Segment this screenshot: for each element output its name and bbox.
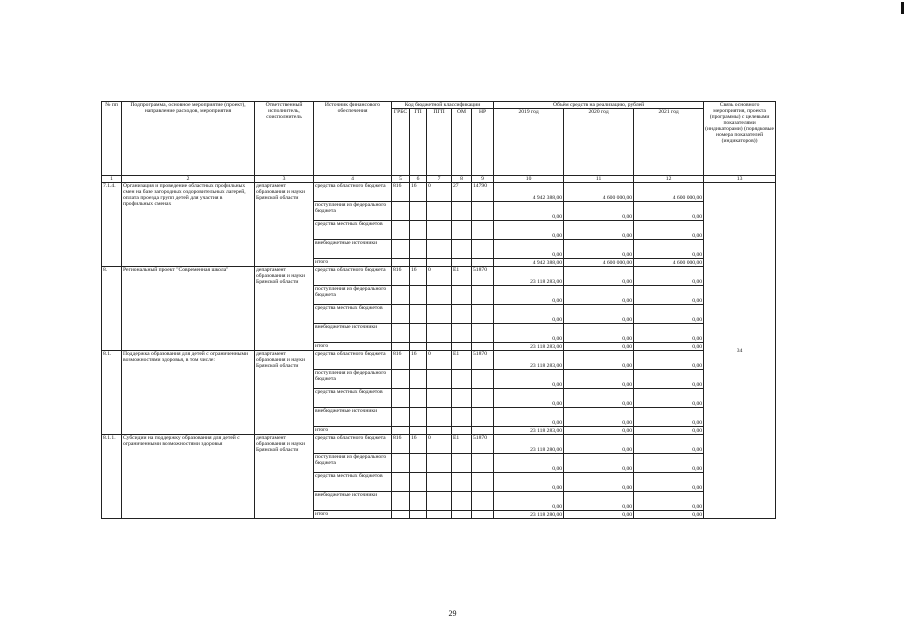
funding-source: внебюджетные источники: [314, 324, 392, 343]
funding-source: средства местных бюджетов: [314, 305, 392, 324]
budget-code-cell: [392, 370, 410, 389]
amount-cell: 0,00: [564, 473, 634, 492]
amount-cell: 0,00: [634, 267, 704, 286]
header-year-2021: 2021 год: [634, 109, 704, 176]
amount-cell: 0,00: [564, 427, 634, 435]
budget-code-cell: [392, 473, 410, 492]
amount-cell: 4 600 000,00: [634, 259, 704, 267]
budget-code-cell: [392, 389, 410, 408]
amount-cell: 0,00: [494, 240, 564, 259]
item-number: 8.1.: [102, 351, 122, 435]
amount-cell: 0,00: [564, 202, 634, 221]
funding-source: итого: [314, 511, 392, 519]
funding-source: итого: [314, 343, 392, 351]
amount-cell: 0,00: [634, 305, 704, 324]
budget-code-cell: [410, 511, 427, 519]
budget-code-cell: [472, 511, 494, 519]
budget-code-cell: [472, 259, 494, 267]
budget-code-cell: [410, 221, 427, 240]
budget-code-cell: [452, 221, 472, 240]
column-number: 8: [452, 176, 472, 183]
amount-cell: 23 118 283,00: [494, 343, 564, 351]
funding-source: средства областного бюджета: [314, 183, 392, 202]
indicator-link-value: 34: [736, 347, 743, 354]
budget-code-cell: [410, 343, 427, 351]
budget-code-cell: [452, 259, 472, 267]
amount-cell: 0,00: [634, 370, 704, 389]
budget-code-cell: 0: [427, 435, 452, 454]
amount-cell: 23 118 280,00: [494, 511, 564, 519]
scan-edge-mark: [901, 2, 904, 14]
header-code-gp: ГП: [410, 109, 427, 176]
amount-cell: 0,00: [564, 324, 634, 343]
budget-code-cell: [392, 324, 410, 343]
budget-code-cell: [452, 240, 472, 259]
budget-code-cell: 51870: [472, 351, 494, 370]
budget-code-cell: 16: [410, 183, 427, 202]
budget-table: [101, 101, 776, 519]
amount-cell: 4 600 000,00: [634, 183, 704, 202]
budget-code-cell: [410, 370, 427, 389]
amount-cell: 0,00: [634, 286, 704, 305]
budget-code-cell: 816: [392, 435, 410, 454]
amount-cell: 0,00: [494, 221, 564, 240]
column-number: 1: [102, 176, 122, 183]
amount-cell: 0,00: [564, 492, 634, 511]
budget-code-cell: [472, 202, 494, 221]
amount-cell: 0,00: [494, 202, 564, 221]
budget-code-cell: [392, 492, 410, 511]
budget-code-cell: [410, 286, 427, 305]
amount-cell: 4 942 388,00: [494, 183, 564, 202]
funding-source: поступления из федерального бюджета: [314, 286, 392, 305]
funding-source: поступления из федерального бюджета: [314, 454, 392, 473]
budget-code-cell: 51870: [472, 267, 494, 286]
table-row: [102, 435, 776, 454]
amount-cell: 0,00: [564, 454, 634, 473]
indicator-link-cell: [704, 183, 776, 519]
table-row: [102, 183, 776, 202]
budget-code-cell: [410, 427, 427, 435]
budget-code-cell: [427, 427, 452, 435]
funding-source: средства местных бюджетов: [314, 389, 392, 408]
budget-code-cell: [472, 305, 494, 324]
amount-cell: 0,00: [564, 343, 634, 351]
column-number: 5: [392, 176, 410, 183]
budget-code-cell: [392, 408, 410, 427]
column-number: 6: [410, 176, 427, 183]
funding-source: внебюджетные источники: [314, 240, 392, 259]
budget-code-cell: [452, 202, 472, 221]
item-name: Субсидии на поддержку образования для детей с ограниченными возможностями здоровья: [122, 435, 255, 519]
header-year-2019: 2019 год: [494, 109, 564, 176]
budget-code-cell: [452, 454, 472, 473]
header-code-nr: НР: [472, 109, 494, 176]
amount-cell: 0,00: [634, 202, 704, 221]
item-name: Поддержка образования для детей с ограниченными возможностями здоровья, в том числе:: [122, 351, 255, 435]
column-number: 10: [494, 176, 564, 183]
budget-code-cell: 816: [392, 183, 410, 202]
budget-code-cell: [427, 324, 452, 343]
header-year-2020: 2020 год: [564, 109, 634, 176]
funding-source: внебюджетные источники: [314, 408, 392, 427]
funding-source: средства областного бюджета: [314, 435, 392, 454]
budget-code-cell: 14790: [472, 183, 494, 202]
amount-cell: 0,00: [634, 240, 704, 259]
funding-source: средства местных бюджетов: [314, 221, 392, 240]
amount-cell: 0,00: [634, 343, 704, 351]
budget-code-cell: [410, 324, 427, 343]
item-executor: департамент образования и науки Брянской области: [255, 351, 314, 435]
amount-cell: 0,00: [564, 511, 634, 519]
budget-code-cell: [427, 511, 452, 519]
budget-code-cell: 16: [410, 351, 427, 370]
budget-code-cell: [452, 343, 472, 351]
amount-cell: 0,00: [634, 324, 704, 343]
budget-code-cell: [410, 240, 427, 259]
amount-cell: 23 118 283,00: [494, 351, 564, 370]
amount-cell: 0,00: [494, 305, 564, 324]
budget-code-cell: [427, 343, 452, 351]
amount-cell: 0,00: [564, 389, 634, 408]
budget-code-cell: [427, 221, 452, 240]
budget-code-cell: [392, 240, 410, 259]
budget-code-cell: [472, 408, 494, 427]
column-number: 7: [427, 176, 452, 183]
budget-code-cell: [472, 427, 494, 435]
amount-cell: 0,00: [634, 351, 704, 370]
header-no: № пп: [102, 102, 122, 176]
budget-code-cell: [452, 473, 472, 492]
amount-cell: 0,00: [564, 267, 634, 286]
amount-cell: 0,00: [634, 221, 704, 240]
item-executor: департамент образования и науки Брянской области: [255, 183, 314, 267]
header-code-grbs: ГРБС: [392, 109, 410, 176]
budget-code-cell: [427, 492, 452, 511]
column-number: 11: [564, 176, 634, 183]
budget-code-cell: [452, 511, 472, 519]
budget-code-cell: [427, 202, 452, 221]
budget-code-cell: [472, 389, 494, 408]
budget-code-cell: [427, 473, 452, 492]
budget-code-cell: [452, 370, 472, 389]
amount-cell: 0,00: [494, 473, 564, 492]
amount-cell: 0,00: [494, 324, 564, 343]
item-name: Организация и проведение областных профильных смен на базе загородных оздоровительных лагерей, оплата проезда групп детей для участия в профильных сменах: [122, 183, 255, 267]
column-number: 4: [314, 176, 392, 183]
budget-code-cell: [427, 454, 452, 473]
header-executor: Ответственный исполнитель, соисполнитель: [255, 102, 314, 176]
page-number: 29: [448, 609, 457, 618]
funding-source: внебюджетные источники: [314, 492, 392, 511]
budget-code-cell: [392, 305, 410, 324]
amount-cell: 0,00: [564, 435, 634, 454]
budget-code-cell: [427, 259, 452, 267]
budget-code-cell: 0: [427, 351, 452, 370]
budget-code-cell: [410, 492, 427, 511]
column-numbers-row: [102, 176, 776, 183]
budget-code-cell: [410, 454, 427, 473]
budget-code-cell: [392, 202, 410, 221]
budget-code-cell: [452, 408, 472, 427]
item-number: 8.1.1.: [102, 435, 122, 519]
amount-cell: 0,00: [564, 351, 634, 370]
budget-sections: [102, 183, 776, 519]
budget-code-cell: 0: [427, 267, 452, 286]
item-executor: департамент образования и науки Брянской области: [255, 435, 314, 519]
amount-cell: 0,00: [634, 389, 704, 408]
budget-code-cell: [472, 343, 494, 351]
budget-code-cell: E1: [452, 351, 472, 370]
item-executor: департамент образования и науки Брянской области: [255, 267, 314, 351]
budget-code-cell: 27: [452, 183, 472, 202]
funding-source: итого: [314, 427, 392, 435]
header-amounts-group: Объём средств на реализацию, рублей: [494, 102, 704, 109]
budget-code-cell: [427, 389, 452, 408]
budget-code-cell: [392, 286, 410, 305]
budget-code-cell: [452, 286, 472, 305]
amount-cell: 0,00: [494, 370, 564, 389]
budget-code-cell: [410, 259, 427, 267]
budget-code-cell: [392, 343, 410, 351]
column-number: 3: [255, 176, 314, 183]
budget-code-cell: [427, 370, 452, 389]
budget-code-cell: 816: [392, 351, 410, 370]
amount-cell: 0,00: [564, 240, 634, 259]
column-number: 13: [704, 176, 776, 183]
budget-code-cell: E1: [452, 435, 472, 454]
header-code-om: ОМ: [452, 109, 472, 176]
item-number: 7.1.4.: [102, 183, 122, 267]
budget-code-cell: [472, 324, 494, 343]
funding-source: поступления из федерального бюджета: [314, 370, 392, 389]
funding-source: средства областного бюджета: [314, 267, 392, 286]
budget-code-cell: E1: [452, 267, 472, 286]
header-codes-group: Код бюджетной классификации: [392, 102, 494, 109]
amount-cell: 23 118 280,00: [494, 435, 564, 454]
budget-code-cell: [427, 240, 452, 259]
budget-code-cell: 16: [410, 435, 427, 454]
amount-cell: 0,00: [634, 435, 704, 454]
budget-code-cell: [392, 511, 410, 519]
amount-cell: 0,00: [564, 221, 634, 240]
budget-code-cell: [472, 492, 494, 511]
budget-code-cell: [392, 427, 410, 435]
amount-cell: 23 118 283,00: [494, 427, 564, 435]
amount-cell: 0,00: [634, 511, 704, 519]
budget-code-cell: [472, 370, 494, 389]
budget-code-cell: [427, 305, 452, 324]
budget-code-cell: [427, 408, 452, 427]
amount-cell: 0,00: [494, 389, 564, 408]
column-number: 9: [472, 176, 494, 183]
amount-cell: 0,00: [634, 427, 704, 435]
budget-code-cell: [452, 389, 472, 408]
budget-code-cell: [410, 389, 427, 408]
budget-code-cell: [472, 473, 494, 492]
amount-cell: 0,00: [564, 408, 634, 427]
header-name: Подпрограмма, основное мероприятие (проект), направление расходов, мероприятия: [122, 102, 255, 176]
amount-cell: 0,00: [634, 473, 704, 492]
amount-cell: 4 942 388,00: [494, 259, 564, 267]
budget-code-cell: [392, 221, 410, 240]
budget-code-cell: 51870: [472, 435, 494, 454]
budget-code-cell: [452, 427, 472, 435]
budget-code-cell: [410, 473, 427, 492]
amount-cell: 4 600 000,00: [564, 259, 634, 267]
budget-code-cell: 816: [392, 267, 410, 286]
funding-source: поступления из федерального бюджета: [314, 202, 392, 221]
budget-code-cell: [472, 221, 494, 240]
budget-code-cell: 0: [427, 183, 452, 202]
funding-source: средства местных бюджетов: [314, 473, 392, 492]
header-code-pgp: ПГП: [427, 109, 452, 176]
amount-cell: 0,00: [494, 408, 564, 427]
column-number: 12: [634, 176, 704, 183]
amount-cell: 0,00: [634, 492, 704, 511]
funding-source: средства областного бюджета: [314, 351, 392, 370]
amount-cell: 0,00: [494, 492, 564, 511]
amount-cell: 4 600 000,00: [564, 183, 634, 202]
item-name: Региональный проект "Современная школа": [122, 267, 255, 351]
header-link: Связь основного мероприятия, проекта (программы) с целевыми показателями (индикаторами) (порядковые номера показателей (индикаторов)): [704, 102, 776, 176]
column-number: 2: [122, 176, 255, 183]
budget-code-cell: 16: [410, 267, 427, 286]
budget-code-cell: [472, 240, 494, 259]
budget-code-cell: [472, 454, 494, 473]
amount-cell: 0,00: [564, 286, 634, 305]
amount-cell: 0,00: [564, 370, 634, 389]
amount-cell: 0,00: [634, 408, 704, 427]
budget-code-cell: [452, 305, 472, 324]
amount-cell: 0,00: [564, 305, 634, 324]
budget-code-cell: [410, 305, 427, 324]
budget-code-cell: [392, 259, 410, 267]
budget-code-cell: [427, 286, 452, 305]
table-row: [102, 267, 776, 286]
amount-cell: 0,00: [634, 454, 704, 473]
amount-cell: 0,00: [494, 454, 564, 473]
budget-code-cell: [452, 492, 472, 511]
item-number: 8.: [102, 267, 122, 351]
budget-code-cell: [392, 454, 410, 473]
budget-code-cell: [472, 286, 494, 305]
budget-code-cell: [452, 324, 472, 343]
amount-cell: 23 118 283,00: [494, 267, 564, 286]
budget-code-cell: [410, 202, 427, 221]
header-source: Источник финансового обеспечения: [314, 102, 392, 176]
funding-source: итого: [314, 259, 392, 267]
table-row: [102, 351, 776, 370]
amount-cell: 0,00: [494, 286, 564, 305]
budget-code-cell: [410, 408, 427, 427]
